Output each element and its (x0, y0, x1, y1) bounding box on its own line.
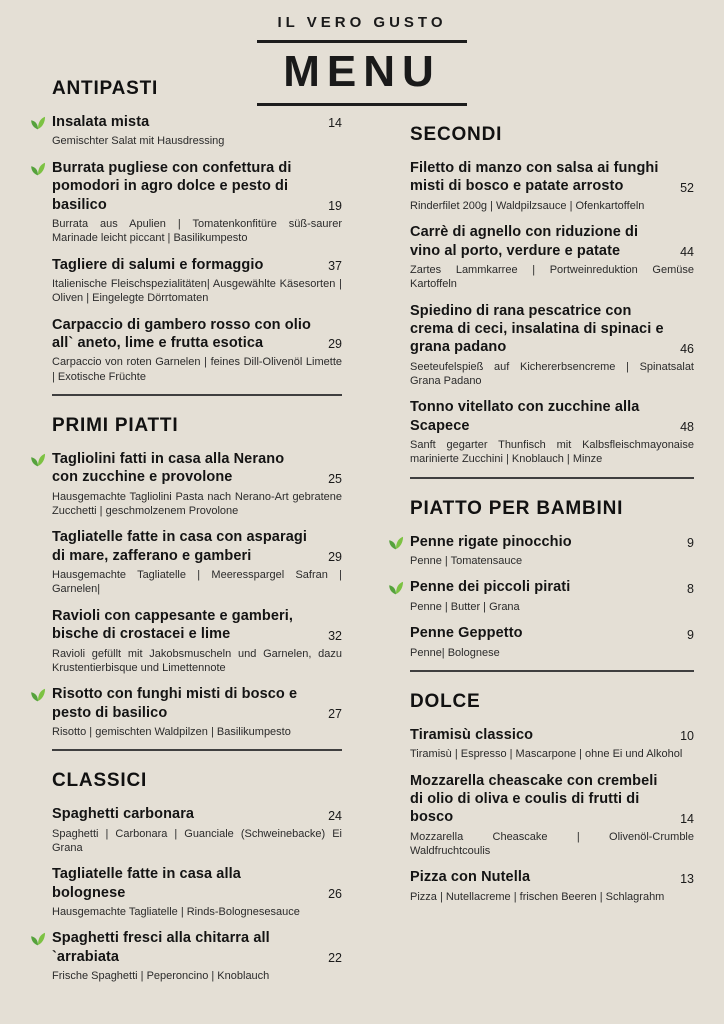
menu-item (410, 398, 694, 466)
dish-description: Tiramisù | Espresso | Mascarpone | ohne Ei und Alkohol (410, 748, 683, 761)
dish-name: Penne dei piccoli pirati (410, 579, 571, 596)
dish-description: Penne | Tomatensauce (410, 555, 523, 568)
dish-description: Seeteufelspieß auf Kichererbsencreme | Spinatsalat Grana Padano (410, 360, 694, 388)
dish-price: 46 (680, 341, 694, 356)
dish-price: 52 (680, 180, 694, 195)
dish-price: 29 (328, 550, 342, 565)
dish-price: 10 (680, 729, 694, 744)
dish-name: Tagliatelle fatte in casa alla bolognese (52, 866, 241, 901)
menu-item (52, 113, 342, 149)
dish-price: 9 (687, 627, 694, 642)
section-divider (410, 670, 694, 672)
dish-description: Sanft gegarter Thunfisch mit Kalbsfleischmayonaise marinierte Zucchini | Knoblauch | Minze (410, 439, 694, 466)
section-divider (410, 477, 694, 479)
dish-description: Spaghetti | Carbonara | Guanciale (Schweinebacke) Ei Grana (52, 827, 342, 854)
menu-item (410, 533, 694, 569)
dish-price: 48 (680, 420, 694, 435)
section-title: SECONDI (410, 124, 503, 145)
dish-description: Hausgemachte Tagliatelle | Meeresspargel Safran | Garnelen| (52, 569, 342, 596)
dish-price: 44 (680, 244, 694, 259)
menu-item (52, 929, 342, 983)
dish-price: 14 (680, 811, 694, 826)
menu-item (410, 578, 694, 614)
dish-price: 22 (328, 951, 342, 966)
section-dolce (388, 691, 694, 904)
menu-item (52, 865, 342, 919)
menu-item (410, 223, 694, 291)
dish-price: 37 (328, 258, 342, 273)
dish-name: Tagliatelle fatte in casa con asparagi di mare, zafferano e gamberi (52, 529, 307, 564)
dish-price: 26 (328, 887, 342, 902)
section-title: PIATTO PER BAMBINI (410, 497, 624, 519)
dish-description: Frische Spaghetti | Peperoncino | Knoblauch (52, 970, 270, 983)
dish-price: 27 (328, 706, 342, 721)
dish-description: Zartes Lammkarree | Portweinreduktion Gemüse Kartoffeln (410, 263, 694, 291)
dish-price: 24 (328, 808, 342, 823)
dish-description: Penne | Butter | Grana (410, 600, 520, 613)
dish-price: 8 (687, 581, 694, 596)
dish-name: Carrè di agnello con riduzione di vino al porto, verdure e patate (410, 224, 639, 259)
dish-description: Pizza | Nutellacreme | frischen Beeren | Schlagrahm (410, 890, 665, 903)
dish-name: Mozzarella cheascake con crembeli di olio di oliva e coulis di frutti di bosco (410, 772, 658, 826)
dish-description: Hausgemachte Tagliolini Pasta nach Nerano-Art gebratene Zucchetti | geschmolzenem Provolone (52, 490, 342, 518)
page-title: MENU (257, 43, 467, 106)
dish-description: Mozzarella Cheascake | Olivenöl-Crumble Waldfruchtcoulis (410, 830, 694, 858)
dish-name: Penne Geppetto (410, 625, 523, 642)
vegetarian-leaf-icon (388, 535, 404, 551)
dish-name: Spaghetti fresci alla chitarra all `arrabiata (52, 930, 270, 965)
vegetarian-leaf-icon (30, 931, 46, 947)
section-title: DOLCE (410, 690, 481, 712)
vegetarian-leaf-icon (30, 115, 46, 131)
menu-columns (30, 0, 694, 993)
dish-description: Ravioli gefüllt mit Jakobsmuscheln und Garnelen, dazu Krustentierbisque und Limettennote (52, 647, 342, 674)
dish-description: Rinderfilet 200g | Waldpilzsauce | Ofenkartoffeln (410, 199, 645, 212)
dish-name: Insalata mista (52, 114, 150, 130)
left-column (30, 78, 342, 993)
dish-price: 29 (328, 337, 342, 352)
dish-name: Filetto di manzo con salsa ai funghi misti di bosco e patate arrosto (410, 160, 659, 195)
section-secondi (388, 124, 694, 467)
dish-name: Penne rigate pinocchio (410, 533, 572, 550)
dish-name: Carpaccio di gambero rosso con olio all` aneto, lime e frutta esotica (52, 316, 311, 351)
menu-header (257, 14, 467, 106)
dish-name: Tiramisù classico (410, 726, 534, 743)
dish-price: 32 (328, 628, 342, 643)
section-antipasti (30, 78, 342, 384)
dish-description: Italienische Fleischspezialitäten| Ausgewählte Käsesorten | Oliven | Eingelegte Dörrtomaten (52, 277, 342, 305)
dish-description: Gemischter Salat mit Hausdressing (52, 135, 225, 148)
dish-name: Burrata pugliese con confettura di pomodori in agro dolce e pesto di basilico (52, 159, 292, 213)
dish-description: Carpaccio von roten Garnelen | feines Dill-Olivenöl Limette | Exotische Früchte (52, 356, 342, 383)
dish-name: Ravioli con cappesante e gamberi, bische di crostacei e lime (52, 607, 294, 643)
dish-name: Spiedino di rana pescatrice con crema di ceci, insalatina di spinaci e grana padano (410, 302, 664, 356)
menu-item (52, 159, 342, 246)
menu-item (52, 607, 342, 675)
menu-item (410, 772, 694, 859)
vegetarian-leaf-icon (30, 161, 46, 177)
dish-description: Risotto | gemischten Waldpilzen | Basilikumpesto (52, 725, 291, 738)
section-divider (52, 394, 342, 396)
section-title: PRIMI PIATTI (52, 414, 179, 436)
dish-name: Risotto con funghi misti di bosco e pesto di basilico (52, 686, 298, 721)
right-column (388, 78, 694, 993)
dish-name: Spaghetti carbonara (52, 806, 195, 823)
dish-price: 19 (328, 198, 342, 213)
dish-price: 25 (328, 471, 342, 486)
section-classici (30, 770, 342, 983)
dish-price: 13 (680, 871, 694, 886)
menu-item (52, 805, 342, 855)
menu-item (52, 316, 342, 384)
menu-item (52, 528, 342, 596)
menu-item (52, 450, 342, 518)
menu-item (52, 256, 342, 306)
dish-name: Pizza con Nutella (410, 869, 531, 886)
dish-price: 14 (328, 116, 342, 131)
section-title: CLASSICI (52, 770, 148, 792)
dish-name: Tagliere di salumi e formaggio (52, 256, 264, 273)
vegetarian-leaf-icon (30, 452, 46, 468)
menu-item (410, 868, 694, 904)
section-divider (52, 749, 342, 751)
vegetarian-leaf-icon (30, 687, 46, 703)
dish-description: Hausgemachte Tagliatelle | Rinds-Bolognesesauce (52, 906, 300, 919)
restaurant-name: IL VERO GUSTO (257, 14, 467, 43)
menu-item (410, 159, 694, 213)
menu-item (410, 726, 694, 762)
dish-description: Penne| Bolognese (410, 646, 500, 659)
vegetarian-leaf-icon (388, 580, 404, 596)
section-primi-piatti (30, 415, 342, 739)
menu-item (410, 624, 694, 660)
menu-item (52, 685, 342, 739)
dish-description: Burrata aus Apulien | Tomatenkonfitüre süß-saurer Marinade leicht piccant | Basilikumpesto (52, 217, 342, 245)
dish-name: Tagliolini fatti in casa alla Nerano con zucchine e provolone (52, 450, 285, 486)
section-title: ANTIPASTI (52, 78, 159, 99)
menu-item (410, 302, 694, 389)
dish-name: Tonno vitellato con zucchine alla Scapece (410, 399, 640, 434)
dish-price: 9 (687, 536, 694, 551)
section-piatto-per-bambini (388, 498, 694, 660)
